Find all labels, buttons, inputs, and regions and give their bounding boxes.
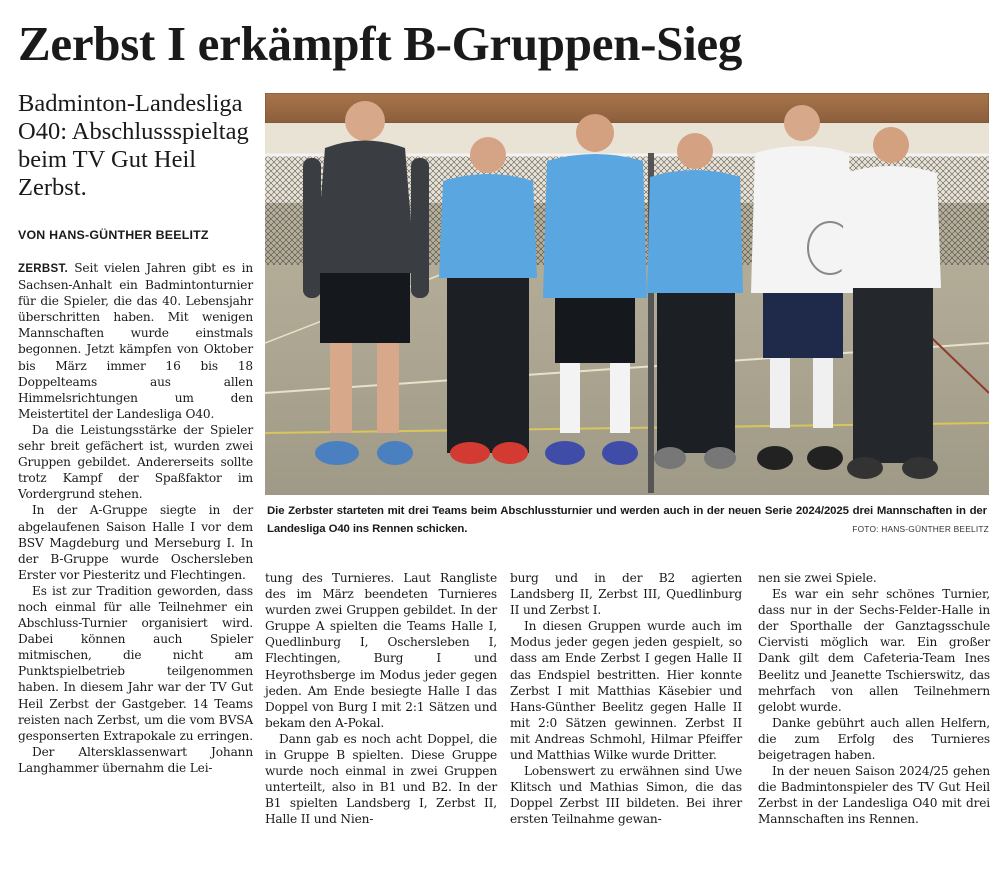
paragraph: In der neuen Saison 2024/25 gehen die Badmintonspieler des TV Gut Heil Zerbst in der Landesliga O40 mit drei Mannschaften ins Rennen. — [758, 764, 990, 827]
photo-credit: FOTO: HANS-GÜNTHER BEELITZ — [852, 524, 989, 534]
article-column-1 — [18, 260, 253, 776]
article-column-3 — [510, 570, 742, 828]
subheadline: Badminton-Landesliga O40: Abschlussspieltag beim TV Gut Heil Zerbst. — [18, 90, 249, 201]
paragraph: Es war ein sehr schönes Turnier, dass nur in der Sechs-Felder-Halle in der Sporthalle der Ganztagsschule Ciervisti möglich war. Ein großer Dank gilt dem Cafeteria-Team Ines Beelitz und Jeanette Tschierswitz, das mehrfach von allen Teilnehmern gelobt wurde. — [758, 587, 990, 714]
photo-caption: Die Zerbster starteten mit drei Teams beim Abschlussturnier und werden auch in der neuen Serie 2024/2025 drei Mannschaften in der Landesliga O40 ins Rennen schicken. — [267, 505, 987, 535]
paragraph: Der Altersklassenwart Johann Langhammer übernahm die Lei- — [18, 744, 253, 775]
byline: VON HANS-GÜNTHER BEELITZ — [18, 228, 209, 242]
team-photo — [265, 93, 989, 495]
paragraph: tung des Turnieres. Laut Rangliste des im März beendeten Turnieres wurden zwei Gruppen gebildet. In der Gruppe A spielten die Teams Halle I, Quedlinburg I, Oschersleben I, Flechtingen, Burg I und Heyrothsberge im Modus jeder gegen jeden. Am Ende besiegte Halle I das Doppel von Burg I mit 2:1 Sätzen und bekam den A-Pokal. — [265, 571, 497, 730]
player-2 — [439, 137, 537, 464]
headline: Zerbst I erkämpft B-Gruppen-Sieg — [18, 16, 743, 71]
paragraph: Dann gab es noch acht Doppel, die in Gruppe B spielten. Diese Gruppe wurde noch einmal in zwei Gruppen unterteilt, also in B1 und B2. In der B1 spielten Landsberg I, Zerbst II, Halle II und Nien- — [265, 731, 497, 827]
paragraph: Danke gebührt auch allen Helfern, die zum Erfolg des Turnieres beigetragen haben. — [758, 715, 990, 763]
paragraph: In diesen Gruppen wurde auch im Modus jeder gegen jeden gespielt, so dass am Ende Zerbst I gegen Halle II das Endspiel bestritten. Hier konnte Zerbst I mit Matthias Käsebier und Hans-Günther Beelitz gegen Halle II mit 2:0 Sätzen gewinnen. Zerbst II mit Andreas Schmohl, Hilmar Pfeiffer und Matthias Wilke wurde Dritter. — [510, 619, 742, 763]
player-6 — [841, 127, 941, 479]
paragraph: nen sie zwei Spiele. — [758, 571, 877, 585]
paragraph: Lobenswert zu erwähnen sind Uwe Klitsch und Mathias Simon, die das Doppel Zerbst III bildeten. Bei ihrer ersten Teilnahme gewan- — [510, 764, 742, 827]
paragraph: ZERBST. Seit vielen Jahren gibt es in Sachsen-Anhalt ein Badmintonturnier für die Spieler, die das 40. Lebensjahr überschritten haben. Mit wenigen Mannschaften wurde einstmals begonnen. Jetzt kämpfen von Oktober bis März immer 16 bis 18 Doppelteams aus allen Himmelsrichtungen um den Meistertitel der Landesliga O40. — [18, 261, 253, 421]
paragraph: burg und in der B2 agierten Landsberg II, Zerbst III, Quedlinburg II und Zerbst I. — [510, 571, 742, 618]
paragraph: Da die Leistungsstärke der Spieler sehr breit gefächert ist, wurden zwei Gruppen gebildet. Andererseits sollte trotz Kampf der Spaßfaktor im Vordergrund stehen. — [18, 422, 253, 502]
article-column-4 — [758, 570, 990, 828]
dateline: ZERBST. — [18, 263, 69, 275]
paragraph: Es ist zur Tradition geworden, dass noch einmal für alle Teilnehmer ein Abschluss-Turnier organisiert wird. Dabei können auch Spieler mitmischen, die nicht am Punktspielbetrieb teilgenommen haben. In diesem Jahr war der TV Gut Heil Zerbst der Gastgeber. 14 Teams reisten nach Zerbst, um die vom BVSA gesponserten Extrapokale zu erringen. — [18, 583, 253, 743]
player-4 — [647, 133, 743, 469]
article-column-2 — [265, 570, 497, 828]
paragraph: In der A-Gruppe siegte in der abgelaufenen Saison Halle I vor dem BSV Magdeburg und Merseburg I. In der B-Gruppe wurde Oschersleben Erster vor Piesteritz und Flechtingen. — [18, 503, 253, 582]
